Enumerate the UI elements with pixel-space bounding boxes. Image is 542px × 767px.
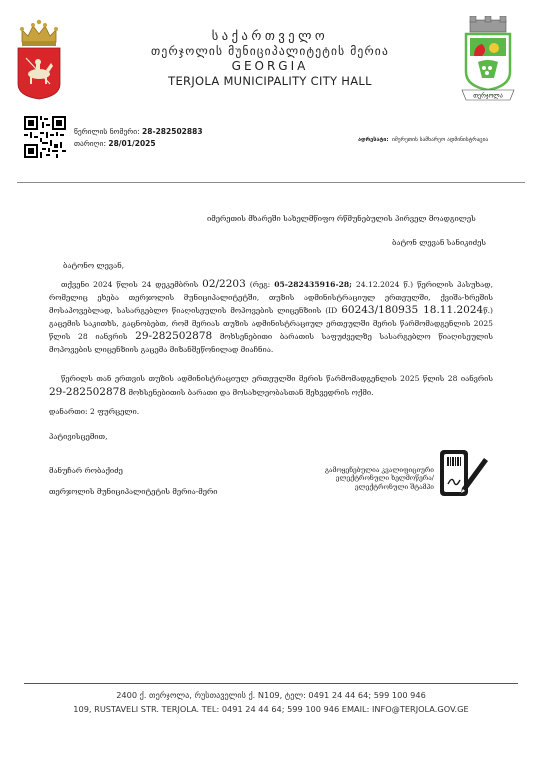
signer-name: მანუჩარ რობაქიძე (49, 466, 123, 475)
para2-report-number: 29-282502878 (49, 385, 127, 398)
addressee-label: ადრესატი: (358, 137, 389, 143)
signer-title: თერჯოლის მუნიციპალიტეტის მერია-მერი (49, 487, 218, 496)
attachment-note: დანართი: 2 ფურცელი. (49, 407, 140, 416)
para1-text-e: მოხსენებითი ბარათის საფუძველზე სასარგებლო წიაღისეულის მოპოვების ლიცენზიის გაცემა მიზანშეწონილად მიაჩნია. (49, 332, 493, 354)
salutation: ბატონო ლევან, (63, 261, 125, 270)
footer-address-georgian: 2400 ქ. თერჯოლა, რუსთაველის ქ. N109, ტელ: 0491 24 44 64; 599 100 946 (116, 690, 426, 700)
letterhead (0, 0, 542, 110)
body-paragraph-1 (49, 278, 493, 357)
esign-line-2: ელექტრონული ხელმოწერა/ (335, 474, 434, 483)
para1-text-c: 24.12.2024 წ.) წერილის პასუხად, რომელიც ეხება თერჯოლის მუნიციპალიტეტში, თუზის ადმინისტრაციულ ერთეულში, ქვიშა-ხრეშის მოსაპოვებლად, სასარგებლო წიაღისეულის მოპოვების ლიცენზიის (ID (49, 280, 494, 316)
letter-meta (74, 126, 203, 150)
addressee-value: იმერეთის სამხარეო ადმინისტრაცია (392, 137, 489, 143)
country-georgian: საქართველო (211, 28, 329, 43)
esign-line-1: გამოყენებულია კვალიფიციური (325, 466, 434, 474)
municipality-georgian: თერჯოლის მუნიციპალიტეტის მერია (151, 44, 389, 58)
country-english: GEORGIA (231, 59, 309, 73)
letter-date-label: თარიღი: (74, 139, 106, 148)
para1-license-id: 60243/180935 18.11.2024 (341, 304, 484, 317)
header-divider (17, 182, 525, 183)
qr-code-icon (24, 116, 66, 158)
letter-number-label: წერილის ნომერი: (74, 127, 140, 136)
esign-line-3: ელექტრონული შტამპი (354, 482, 434, 491)
esignature-note (306, 466, 434, 491)
para1-text-a: თქვენი 2024 წლის 24 დეკემბრის (61, 280, 203, 289)
letterhead-title (120, 28, 420, 89)
closing-regards: პატივისცემით, (49, 432, 108, 441)
para2-text-a: წერილს თან ერთვის თუზის ადმინისტრაციულ ერთეულში მერის წარმომადგენლის 2025 წლის 28 იანვრის (61, 374, 493, 383)
addressee-line-1: იმერეთის მხარეში სახელმწიფო რწმუნებულის პირველ მოადგილეს (207, 214, 476, 223)
footer-divider (24, 683, 518, 684)
municipality-english: TERJOLA MUNICIPALITY CITY HALL (168, 74, 372, 88)
footer-address-english: 109, RUSTAVELI STR. TERJOLA. TEL: 0491 24 44 64; 599 100 946 EMAIL: INFO@TERJOLA.GOV.GE (73, 704, 469, 714)
para1-text-b: (რეგ: (245, 280, 275, 289)
para1-text-d: წ.) გაცემის საკითხს, გაცნობებთ, რომ მერიას თუზის ადმინისტრაციულ ერთეულში მერის წარმომადგენლის 2025 წლის 28 იანვრის (49, 306, 493, 342)
terjola-coat-of-arms-icon (458, 16, 518, 102)
addressee-meta (358, 137, 488, 143)
para2-text-b: მოხსენებითის ბარათი და მოსახლეობასთან შეხვედრის ოქმი. (126, 387, 374, 397)
para1-report-number: 29-282502878 (135, 330, 213, 343)
georgia-coat-of-arms-icon (16, 18, 62, 100)
emblem-ribbon-text: თერჯოლა (473, 92, 503, 100)
letter-number-value: 28-282502883 (142, 127, 203, 136)
para1-letter-number: 02/2203 (202, 278, 246, 290)
para1-reg-number: 05-282435916-28; (274, 280, 352, 289)
body-paragraph-2 (49, 373, 493, 399)
electronic-signature-icon (438, 448, 490, 498)
addressee-line-2: ბატონ ლევან სანიკიძეს (392, 238, 486, 247)
letter-date-value: 28/01/2025 (108, 139, 156, 148)
